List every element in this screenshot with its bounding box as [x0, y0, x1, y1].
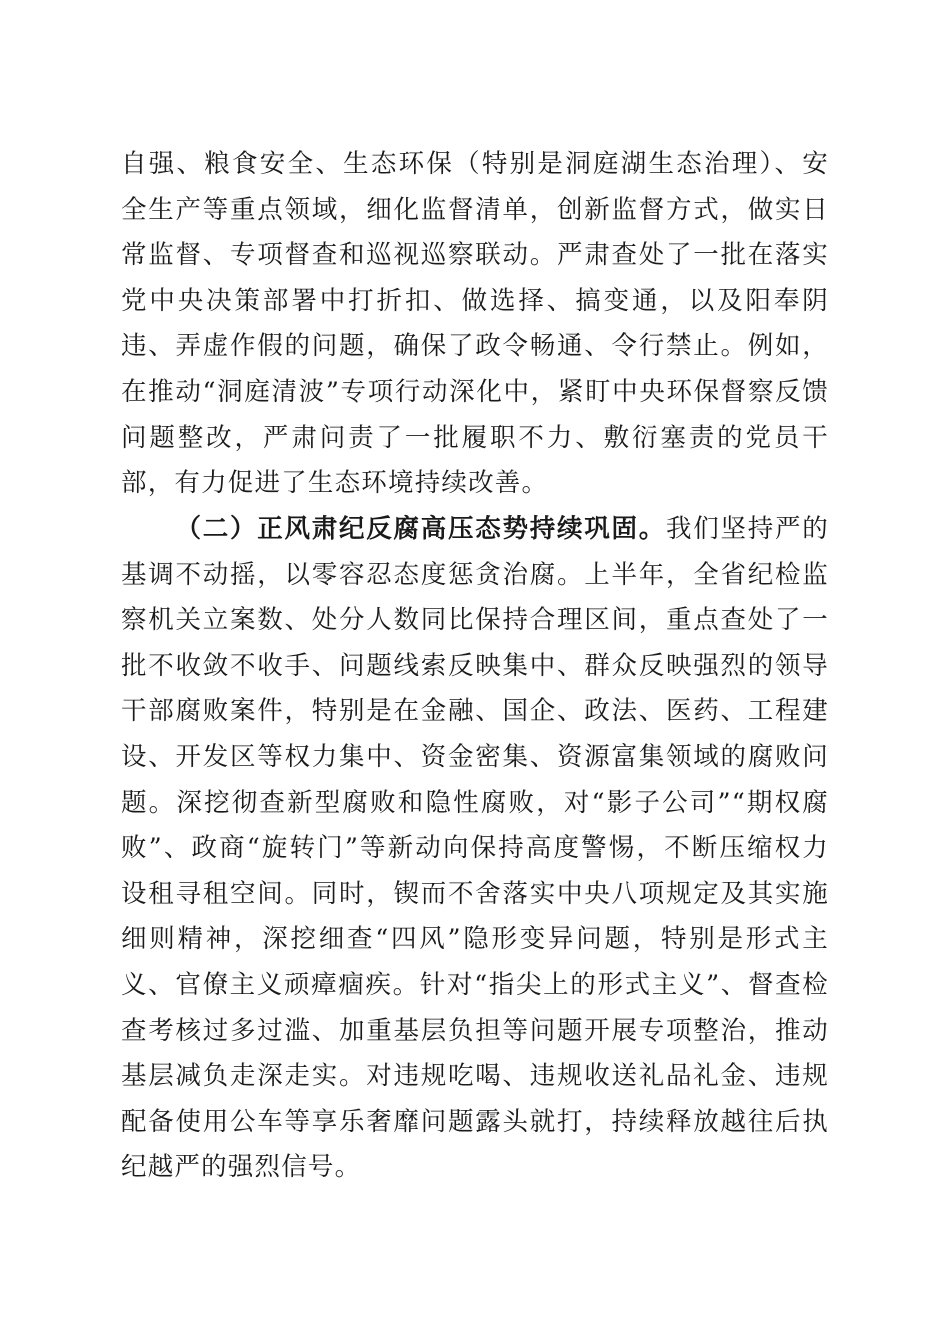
section-2-body: 我们坚持严的基调不动摇，以零容忍态度惩贪治腐。上半年，全省纪检监察机关立案数、处分人数同比保持合理区间，重点查处了一批不收敛不收手、问题线索反映集中、群众反映强烈的领导干部腐败案件，特别是在金融、国企、政法、医药、工程建设、开发区等权力集中、资金密集、资源富集领域的腐败问题。深挖彻查新型腐败和隐性腐败，对“影子公司”“期权腐败”、政商“旋转门”等新动向保持高度警惕，不断压缩权力设租寻租空间。同时，锲而不舍落实中央八项规定及其实施细则精神，深挖细查“四风”隐形变异问题，特别是形式主义、官僚主义顽瘴痼疾。针对“指尖上的形式主义”、督查检查考核过多过滥、加重基层负担等问题开展专项整治，推动基层减负走深走实。对违规吃喝、违规收送礼品礼金、违规配备使用公车等享乐奢靡问题露头就打，持续释放越往后执纪越严的强烈信号。	[121, 514, 829, 1183]
paragraph-continued	[121, 142, 829, 507]
section-2-paragraph	[121, 507, 829, 1191]
paragraph-continued-text: 自强、粮食安全、生态环保（特别是洞庭湖生态治理）、安全生产等重点领域，细化监督清单，创新监督方式，做实日常监督、专项督查和巡视巡察联动。严肃查处了一批在落实党中央决策部署中打折扣、做选择、搞变通，以及阳奉阴违、弄虚作假的问题，确保了政令畅通、令行禁止。例如，在推动“洞庭清波”专项行动深化中，紧盯中央环保督察反馈问题整改，严肃问责了一批履职不力、敷衍塞责的党员干部，有力促进了生态环境持续改善。	[121, 149, 829, 499]
section-2-heading: （二）正风肃纪反腐高压态势持续巩固。	[175, 514, 667, 544]
